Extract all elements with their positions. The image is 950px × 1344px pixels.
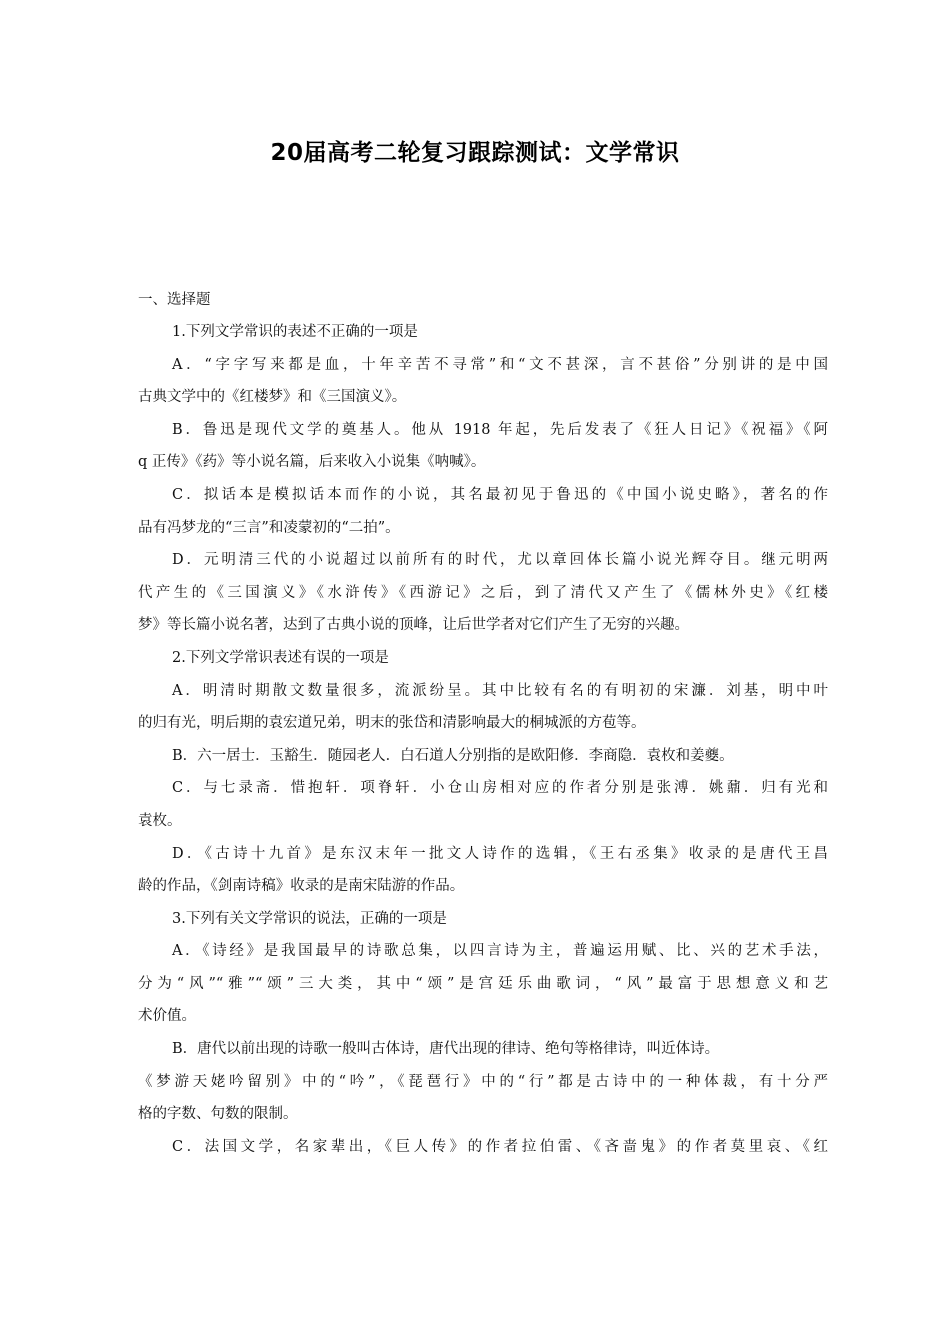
text-line: C．与七录斋．惜抱轩．项脊轩．小仓山房相对应的作者分别是张溥．姚鼐．归有光和	[172, 780, 828, 797]
text-line: C．法国文学，名家辈出，《巨人传》的作者拉伯雷、《吝啬鬼》的作者莫里哀、《红	[172, 1138, 828, 1155]
text-line: B．六一居士．玉豁生．随园老人．白石道人分别指的是欧阳修．李商隐．袁枚和姜夔。	[172, 747, 734, 764]
question-lines	[138, 316, 828, 1163]
document-title: 20届高考二轮复习跟踪测试：文学常识	[270, 140, 680, 166]
text-line: A．《诗经》是我国最早的诗歌总集，以四言诗为主，普遍运用赋、比、兴的艺术手法，	[172, 943, 828, 960]
text-line: q 正传》《药》等小说名篇，后来收入小说集《呐喊》。	[138, 454, 486, 471]
text-line: D．元明清三代的小说超过以前所有的时代，尤以章回体长篇小说光辉夺目。继元明两	[172, 552, 828, 569]
text-line: 龄的作品，《剑南诗稿》收录的是南宋陆游的作品。	[138, 878, 465, 895]
text-line: B．鲁迅是现代文学的奠基人。他从 1918 年起，先后发表了《狂人日记》《祝福》《阿	[172, 421, 828, 438]
text-line: 2.下列文学常识表述有误的一项是	[172, 649, 389, 666]
text-line: 术价值。	[138, 1008, 196, 1025]
text-line: 袁枚。	[138, 812, 182, 829]
document-body	[138, 288, 828, 1163]
text-line: 格的字数、句数的限制。	[138, 1106, 298, 1123]
section-heading: 一、选择题	[138, 292, 211, 308]
text-line: 3.下列有关文学常识的说法，正确的一项是	[172, 910, 447, 927]
text-line: 梦》等长篇小说名著，达到了古典小说的顶峰，让后世学者对它们产生了无穷的兴趣。	[138, 617, 689, 634]
text-line: 代产生的《三国演义》《水浒传》《西游记》之后，到了清代又产生了《儒林外史》《红楼	[138, 584, 828, 601]
text-line: B．唐代以前出现的诗歌一般叫古体诗，唐代出现的律诗、绝句等格律诗，叫近体诗。	[172, 1041, 720, 1058]
text-line: 分为“风”“雅”“颂”三大类，其中“颂”是宫廷乐曲歌词，“风”最富于思想意义和艺	[138, 975, 828, 992]
text-line: A．“字字写来都是血，十年辛苦不寻常”和“文不甚深，言不甚俗”分别讲的是中国	[172, 356, 828, 373]
text-line: 品有冯梦龙的“三言”和凌蒙初的“二拍”。	[138, 519, 400, 536]
text-line: A．明清时期散文数量很多，流派纷呈。其中比较有名的有明初的宋濂．刘基，明中叶	[172, 682, 828, 699]
text-line: D．《古诗十九首》是东汉末年一批文人诗作的选辑，《王右丞集》收录的是唐代王昌	[172, 845, 828, 862]
text-line: 1.下列文学常识的表述不正确的一项是	[172, 324, 418, 340]
text-line: 古典文学中的《红楼梦》和《三国演义》。	[138, 389, 407, 406]
text-line: C．拟话本是模拟话本而作的小说，其名最初见于鲁迅的《中国小说史略》，著名的作	[172, 486, 828, 503]
text-line: 的归有光，明后期的袁宏道兄弟，明末的张岱和清影响最大的桐城派的方苞等。	[138, 715, 646, 732]
text-line: 《梦游天姥吟留别》中的“吟”，《琵琶行》中的“行”都是古诗中的一种体裁，有十分严	[138, 1073, 828, 1090]
